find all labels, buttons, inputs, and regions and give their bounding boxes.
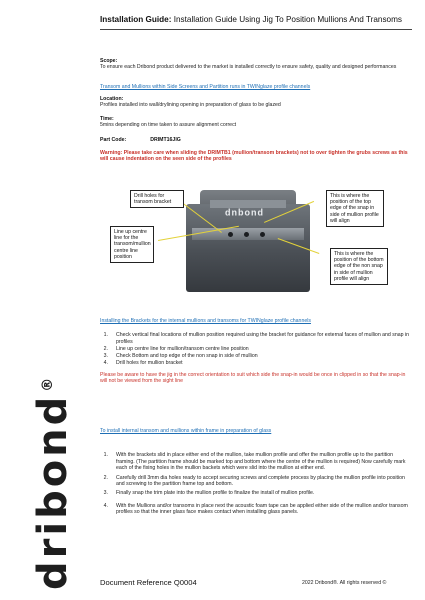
page-title-rest: Installation Guide Using Jig To Position Mullions And Transoms	[171, 15, 403, 24]
step-number: 3.	[103, 490, 108, 497]
step-number: 4.	[103, 359, 108, 366]
drill-hole-2	[244, 232, 249, 237]
list-item	[100, 346, 412, 352]
jig-logo: puoqup	[224, 208, 263, 219]
step-number: 1.	[103, 452, 108, 459]
location-section	[100, 96, 412, 109]
step-text: Check vertical final locations of mullion position required using the bracket for guidance for external faces of mullion and snap in profiles	[116, 332, 409, 345]
subject-section	[100, 84, 412, 90]
step-text: With the Mullions and/or transoms in place next the acoustic foam tape can be applied either side of the mullion and/or transom profiles so that the inner glass face makes contact when installing glass panels.	[116, 502, 408, 516]
step-number: 1.	[103, 332, 108, 339]
page-title	[100, 15, 420, 24]
time-section	[100, 116, 412, 129]
list-item	[100, 475, 412, 488]
callout-drill-holes: Drill holes for transom bracket	[130, 190, 184, 208]
brand-logo-reg: ®	[39, 374, 56, 392]
callout-centre-line: Line up centre line for the transom/mullion centre line position	[110, 226, 154, 263]
step-number: 4.	[103, 502, 108, 509]
copyright-text: 2022 Dribond®. All rights reserved ©	[302, 580, 387, 586]
list-item	[100, 353, 412, 359]
drill-hole-3	[260, 232, 265, 237]
time-text: 5mins depending on time taken to assure alignment correct	[100, 122, 237, 129]
step-text: Check Bottom and top edge of the non snap in side of mullion	[116, 352, 258, 359]
page-title-bold: Installation Guide:	[100, 15, 172, 24]
list-item	[100, 452, 412, 471]
subject-link[interactable]: Transom and Mullions within Side Screens and Partition runs in TWINglaze profile channels	[100, 84, 311, 90]
install-steps	[100, 452, 412, 515]
title-divider	[100, 29, 412, 30]
brand-logo-name: dribond	[30, 393, 76, 590]
warning-text: Warning: Please take care when sliding the DRIMTB1 (mullion/transom brackets) not to over tighten the grubs screws as this will cause indentation on the seen side of the profiles	[100, 150, 408, 163]
callout-bottom-edge: This is where the position of the bottom edge of the non snap in side of mullion profile will align	[330, 248, 388, 285]
drill-hole-1	[228, 232, 233, 237]
time-label: Time:	[100, 116, 114, 122]
install-heading[interactable]: To install internal transom and mullions within frame in preparation of glass	[100, 428, 272, 434]
part-code-label: Part Code:	[100, 137, 127, 143]
brackets-steps	[100, 332, 412, 366]
list-item	[100, 360, 412, 366]
step-text: Carefully drill 3mm dia holes ready to accept securing screws and complete process by placing the mullion profile into position and screwing to the partition frame top and bottom.	[116, 474, 405, 488]
brand-logo	[30, 375, 76, 590]
document-reference: Document Reference Q0004	[100, 578, 197, 587]
jig-step	[210, 200, 286, 208]
part-code-value: DRIMT16JIG	[150, 137, 181, 143]
callout-top-edge: This is where the position of the top edge of the snap in side of mullion profile will align	[326, 190, 384, 227]
step-text: With the brackets slid in place either end of the mullion, take mullion profile and offer the mullion profile up to the partition framing. (The partition frame should be marked top and bottom where the centre of the mullion is required) Now carefully mark each of the fixing holes in the mullion backets which were slid into the mullion at either end.	[116, 452, 406, 472]
brackets-section	[100, 318, 412, 385]
list-item	[100, 332, 412, 345]
list-item	[100, 503, 412, 516]
brackets-heading[interactable]: Installing the Brackets for the internal mullions and transoms for TWINglaze profile channels	[100, 318, 311, 324]
list-item	[100, 490, 412, 496]
step-text: Finally snap the trim plate into the mullion profile to finalize the install of mullion profile.	[116, 490, 315, 497]
location-label: Location:	[100, 96, 124, 102]
part-code-section	[100, 137, 412, 143]
scope-text: To ensure each Dribond product delivered to the market is installed correctly to ensure safety, quality and designed performances	[100, 64, 397, 71]
scope-section	[100, 58, 412, 71]
step-number: 3.	[103, 352, 108, 359]
step-number: 2.	[103, 345, 108, 352]
location-text: Profiles installed into wall/drylining opening in preparation of glass to be glazed	[100, 102, 281, 109]
brand-sidebar	[8, 10, 76, 590]
jig-illustration	[100, 182, 412, 312]
step-text: Line up centre line for mullion/transom centre line position	[116, 345, 249, 352]
step-number: 2.	[103, 474, 108, 481]
scope-label: Scope:	[100, 58, 118, 64]
orientation-note: Please be aware to have the jig in the correct orientation to suit which side the snap-in would be once in clipped in so that the snap-in will not be viewed from the sight line	[100, 371, 406, 385]
step-text: Drill holes for mullion bracket	[116, 359, 183, 366]
install-section	[100, 428, 412, 516]
